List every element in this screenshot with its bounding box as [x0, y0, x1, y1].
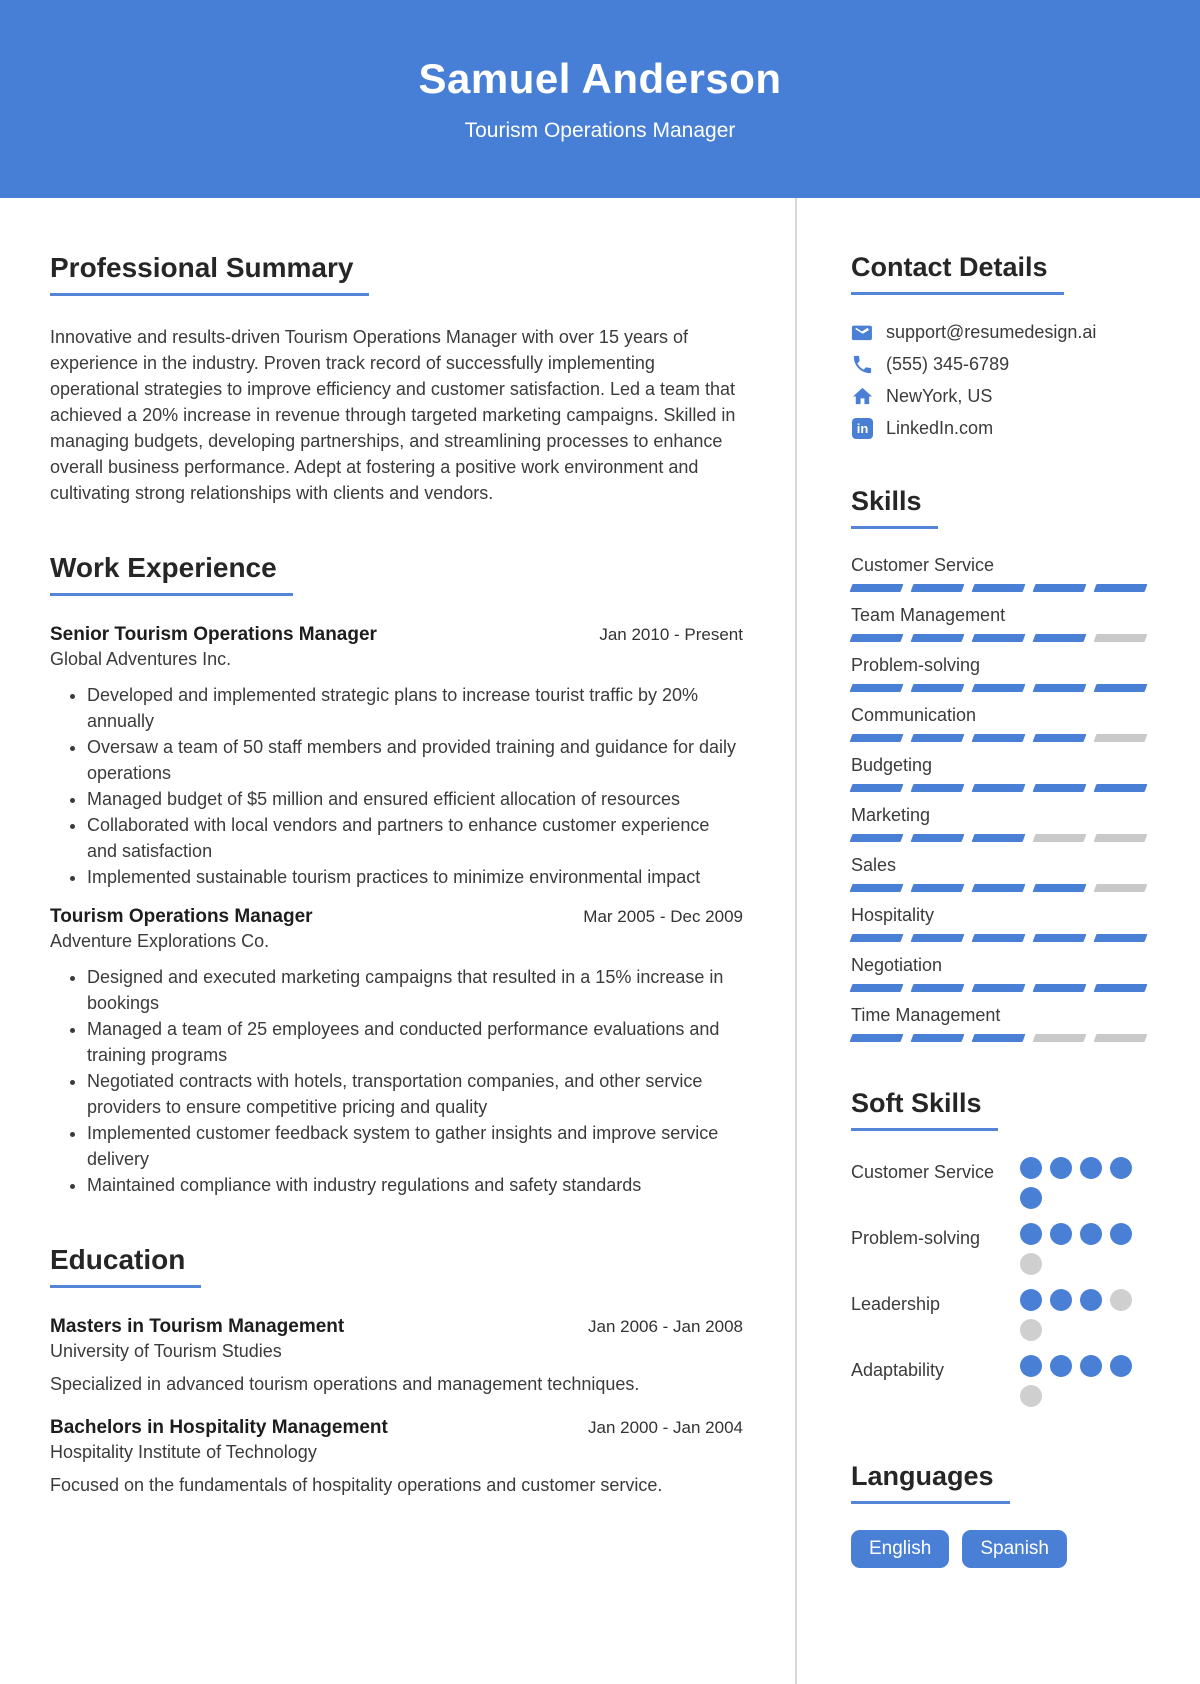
skills-heading: Skills [851, 486, 1148, 529]
contact-item[interactable] [851, 321, 1148, 344]
job-bullet: • Managed a team of 25 employees and conducted performance evaluations and training programs [87, 1016, 743, 1068]
soft-skill-dot-filled [1050, 1289, 1072, 1311]
skill-segment-empty [1094, 1034, 1148, 1042]
soft-skill-dot-empty [1020, 1385, 1042, 1407]
job-bullet: • Designed and executed marketing campaigns that resulted in a 15% increase in bookings [87, 964, 743, 1016]
skill-segment-filled [911, 734, 965, 742]
soft-skill-dot-filled [1020, 1355, 1042, 1377]
education-description: Focused on the fundamentals of hospitality operations and customer service. [50, 1475, 663, 1495]
soft-skill-name: Customer Service [851, 1162, 995, 1182]
skill-item [851, 555, 1148, 592]
skill-segment-filled [972, 984, 1026, 992]
skill-segment-filled [972, 834, 1026, 842]
soft-skill-dots [1020, 1157, 1148, 1217]
person-job-title: Tourism Operations Manager [464, 119, 736, 142]
job-title: Senior Tourism Operations Manager [50, 624, 377, 645]
skill-level-bar [851, 834, 1148, 842]
soft-skills-list [851, 1157, 1148, 1415]
skill-segment-filled [972, 734, 1026, 742]
education-description: Specialized in advanced tourism operations and management techniques. [50, 1374, 640, 1394]
skill-item [851, 705, 1148, 742]
skill-segment-filled [1033, 784, 1087, 792]
skill-level-bar [851, 584, 1148, 592]
soft-skill-dot-filled [1110, 1223, 1132, 1245]
skill-segment-filled [972, 634, 1026, 642]
job-bullet: • Oversaw a team of 50 staff members and provided training and guidance for daily operations [87, 734, 743, 786]
summary-heading: Professional Summary [50, 252, 743, 296]
skill-segment-empty [1094, 884, 1148, 892]
sidebar-column [797, 198, 1198, 1684]
job-bullet-list [50, 682, 743, 890]
skill-level-bar [851, 684, 1148, 692]
job-bullet: • Collaborated with local vendors and partners to enhance customer experience and satisfaction [87, 812, 743, 864]
skill-segment-filled [850, 934, 904, 942]
soft-skill-dot-filled [1020, 1223, 1042, 1245]
soft-skill-dot-filled [1080, 1289, 1102, 1311]
soft-skill-dots [1020, 1355, 1148, 1415]
skill-segment-filled [1033, 734, 1087, 742]
skills-list [851, 555, 1148, 1042]
skill-level-bar [851, 934, 1148, 942]
skill-level-bar [851, 884, 1148, 892]
skill-segment-empty [1094, 734, 1148, 742]
summary-text: Innovative and results-driven Tourism Operations Manager with over 15 years of experience in the industry. Proven track record of successfully implementing operational strategies to improve efficiency and customer satisfaction. Led a team that achieved a 20% increase in revenue through targeted marketing campaigns. Skilled in managing budgets, developing partnerships, and streamlining processes to enhance overall business performance. Adept at fostering a positive work environment and cultivating strong relationships with clients and vendors. [50, 327, 736, 503]
skill-segment-filled [972, 784, 1026, 792]
skill-segment-filled [850, 834, 904, 842]
language-badge-list [851, 1530, 1148, 1568]
soft-skill-dot-filled [1020, 1157, 1042, 1179]
soft-skill-name: Adaptability [851, 1360, 945, 1380]
soft-skill-dot-filled [1080, 1355, 1102, 1377]
section-education [50, 1244, 743, 1498]
job-dates: Jan 2010 - Present [599, 625, 743, 644]
contact-value: NewYork, US [886, 386, 993, 406]
experience-heading: Work Experience [50, 552, 743, 596]
skill-segment-filled [972, 934, 1026, 942]
soft-skill-item [851, 1223, 1148, 1283]
job-header [50, 624, 743, 646]
section-professional-summary [50, 252, 743, 506]
soft-skill-dot-filled [1080, 1223, 1102, 1245]
skill-segment-filled [972, 1034, 1026, 1042]
skill-segment-filled [911, 784, 965, 792]
soft-skill-dots [1020, 1223, 1148, 1283]
skill-segment-filled [1033, 634, 1087, 642]
education-heading: Education [50, 1244, 743, 1288]
section-soft-skills [851, 1088, 1148, 1415]
contact-item [851, 385, 1148, 408]
skill-segment-filled [911, 834, 965, 842]
skill-item [851, 855, 1148, 892]
contact-value: (555) 345-6789 [886, 354, 1010, 374]
skill-segment-filled [850, 584, 904, 592]
soft-skill-dot-empty [1110, 1289, 1132, 1311]
job-bullet: • Implemented customer feedback system to gather insights and improve service delivery [87, 1120, 743, 1172]
home-icon [851, 385, 874, 408]
degree-title: Bachelors in Hospitality Management [50, 1417, 388, 1438]
soft-skill-item [851, 1157, 1148, 1217]
skill-segment-filled [1094, 584, 1148, 592]
education-entry [50, 1417, 743, 1498]
job-bullet: • Managed budget of $5 million and ensured efficient allocation of resources [87, 786, 743, 812]
contact-item[interactable] [851, 417, 1148, 440]
skill-segment-filled [972, 584, 1026, 592]
job-dates: Mar 2005 - Dec 2009 [583, 907, 743, 926]
person-name: Samuel Anderson [418, 55, 782, 102]
soft-skill-dot-filled [1050, 1355, 1072, 1377]
soft-skill-dot-empty [1020, 1253, 1042, 1275]
contact-item [851, 353, 1148, 376]
skill-segment-filled [1094, 784, 1148, 792]
skill-segment-empty [1094, 834, 1148, 842]
linkedin-icon [851, 417, 874, 440]
soft-skill-dot-filled [1080, 1157, 1102, 1179]
skill-segment-empty [1094, 634, 1148, 642]
education-list [50, 1316, 743, 1498]
soft-skill-item [851, 1355, 1148, 1415]
skill-item [851, 955, 1148, 992]
soft-skill-dot-filled [1050, 1157, 1072, 1179]
skill-segment-empty [1033, 834, 1087, 842]
skill-level-bar [851, 734, 1148, 742]
section-languages [851, 1461, 1148, 1568]
skill-level-bar [851, 984, 1148, 992]
skill-item [851, 605, 1148, 642]
skill-segment-filled [911, 984, 965, 992]
skill-name: Team Management [851, 605, 1006, 625]
languages-heading: Languages [851, 1461, 1148, 1504]
job-bullet: • Implemented sustainable tourism practices to minimize environmental impact [87, 864, 743, 890]
language-badge[interactable]: Spanish [962, 1530, 1067, 1568]
skill-name: Communication [851, 705, 977, 725]
main-column [0, 198, 797, 1684]
soft-skill-name: Leadership [851, 1294, 941, 1314]
skill-segment-filled [911, 1034, 965, 1042]
skill-segment-filled [1033, 934, 1087, 942]
skill-segment-filled [972, 684, 1026, 692]
skill-segment-filled [911, 584, 965, 592]
content-area [0, 198, 1200, 1684]
soft-skills-heading: Soft Skills [851, 1088, 1148, 1131]
skill-level-bar [851, 1034, 1148, 1042]
phone-icon [851, 353, 874, 376]
skill-segment-filled [850, 684, 904, 692]
skill-segment-filled [911, 884, 965, 892]
job-bullet: • Developed and implemented strategic plans to increase tourist traffic by 20% annually [87, 682, 743, 734]
skill-segment-filled [911, 934, 965, 942]
education-header [50, 1417, 743, 1439]
job-list [50, 624, 743, 1198]
skill-segment-filled [1033, 884, 1087, 892]
section-skills [851, 486, 1148, 1042]
soft-skill-item [851, 1289, 1148, 1349]
job-bullet-list [50, 964, 743, 1198]
job-company: Adventure Explorations Co. [50, 931, 270, 951]
language-badge[interactable]: English [851, 1530, 949, 1568]
contact-value[interactable]: LinkedIn.com [886, 418, 994, 438]
section-contact-details [851, 252, 1148, 440]
soft-skill-dot-filled [1050, 1223, 1072, 1245]
skill-segment-filled [911, 684, 965, 692]
skill-item [851, 1005, 1148, 1042]
job-entry [50, 624, 743, 890]
skill-segment-filled [1094, 984, 1148, 992]
skill-segment-filled [972, 884, 1026, 892]
skill-name: Marketing [851, 805, 931, 825]
skill-segment-filled [850, 1034, 904, 1042]
soft-skill-dot-filled [1110, 1355, 1132, 1377]
school-name: University of Tourism Studies [50, 1341, 282, 1361]
skill-segment-filled [850, 784, 904, 792]
skill-name: Negotiation [851, 955, 943, 975]
contact-value[interactable]: support@resumedesign.ai [886, 322, 1097, 342]
contact-heading: Contact Details [851, 252, 1148, 295]
skill-name: Problem-solving [851, 655, 981, 675]
school-name: Hospitality Institute of Technology [50, 1442, 317, 1462]
mail-icon [851, 321, 874, 344]
soft-skill-dot-filled [1110, 1157, 1132, 1179]
education-entry [50, 1316, 743, 1397]
education-header [50, 1316, 743, 1338]
education-dates: Jan 2000 - Jan 2004 [587, 1418, 743, 1437]
job-bullet: • Negotiated contracts with hotels, transportation companies, and other service providers to ensure competitive pricing and quality [87, 1068, 743, 1120]
soft-skill-dots [1020, 1289, 1148, 1349]
job-bullet: • Maintained compliance with industry regulations and safety standards [87, 1172, 743, 1198]
soft-skill-name: Problem-solving [851, 1228, 981, 1248]
skill-segment-filled [1094, 684, 1148, 692]
soft-skill-dot-filled [1020, 1187, 1042, 1209]
skill-segment-filled [1033, 984, 1087, 992]
education-dates: Jan 2006 - Jan 2008 [587, 1317, 743, 1336]
job-header [50, 906, 743, 928]
skill-segment-filled [1033, 684, 1087, 692]
skill-segment-filled [1094, 934, 1148, 942]
skill-segment-filled [850, 884, 904, 892]
skill-segment-filled [850, 734, 904, 742]
skill-segment-filled [911, 634, 965, 642]
skill-name: Customer Service [851, 555, 995, 575]
skill-name: Hospitality [851, 905, 935, 925]
job-title: Tourism Operations Manager [50, 906, 313, 927]
header-banner [0, 0, 1200, 198]
skill-item [851, 805, 1148, 842]
contact-list [851, 321, 1148, 440]
soft-skill-dot-empty [1020, 1319, 1042, 1341]
skill-level-bar [851, 784, 1148, 792]
job-company: Global Adventures Inc. [50, 649, 232, 669]
skill-item [851, 755, 1148, 792]
skill-name: Sales [851, 855, 897, 875]
linkedin-icon-glyph: in [852, 418, 873, 439]
skill-segment-filled [850, 634, 904, 642]
skill-segment-empty [1033, 1034, 1087, 1042]
job-entry [50, 906, 743, 1198]
skill-segment-filled [850, 984, 904, 992]
skill-name: Budgeting [851, 755, 933, 775]
skill-segment-filled [1033, 584, 1087, 592]
degree-title: Masters in Tourism Management [50, 1316, 345, 1337]
skill-item [851, 905, 1148, 942]
skill-name: Time Management [851, 1005, 1001, 1025]
soft-skill-dot-filled [1020, 1289, 1042, 1311]
skill-level-bar [851, 634, 1148, 642]
section-work-experience [50, 552, 743, 1198]
skill-item [851, 655, 1148, 692]
